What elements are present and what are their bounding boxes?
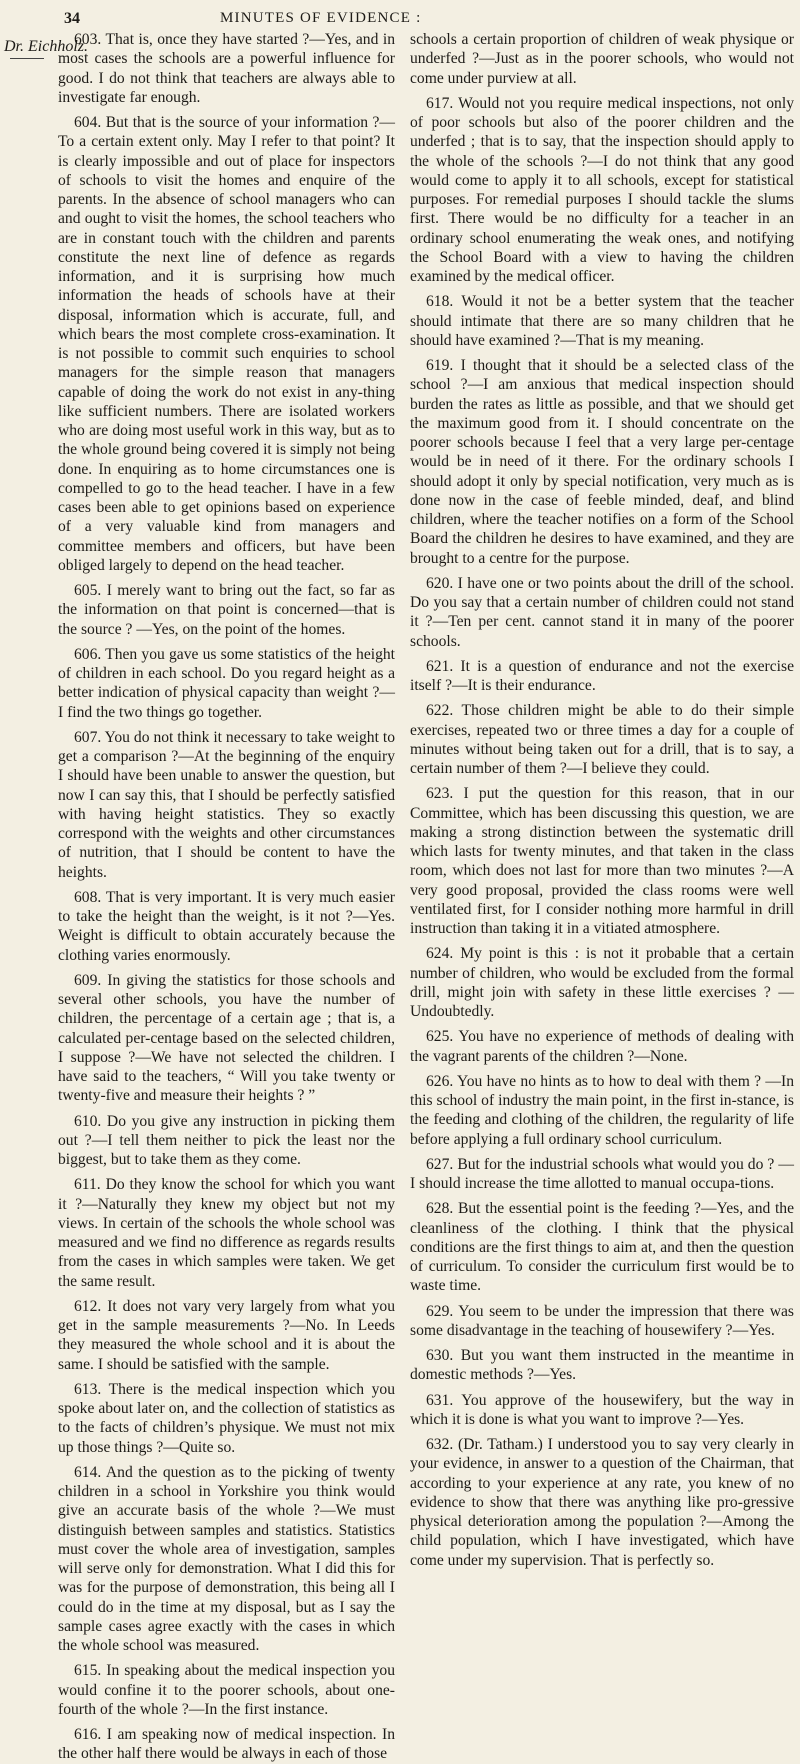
paragraph-603: 603. That is, once they have started ?—Yes, and in most cases the schools are a powerful influence for good. I do not think that teachers are always able to investigate far enough. bbox=[58, 31, 395, 106]
left-column bbox=[58, 30, 395, 1763]
paragraph-622: 622. Those children might be able to do their simple exercises, repeated two or three times a day for a couple of minutes without being taken out for a drill, that is to say, a certain number of them ?—I believe they could. bbox=[410, 702, 794, 777]
paragraph-625: 625. You have no experience of methods of dealing with the vagrant parents of the children ?—None. bbox=[410, 1028, 794, 1065]
paragraph-620: 620. I have one or two points about the drill of the school. Do you say that a certain number of children could not stand it ?—Ten per cent. cannot stand it in many of the poorer schools. bbox=[410, 574, 794, 650]
paragraph-606: 606. Then you gave us some statistics of the height of children in each school. Do you regard height as a better indication of physical capacity than weight ?—I find the two things go together. bbox=[58, 645, 395, 721]
running-title: MINUTES OF EVIDENCE : bbox=[220, 10, 422, 26]
paragraph-624: 624. My point is this : is not it probable that a certain number of children, who would be excluded from the formal drill, might join with safety in these little exercises ? —Undoubtedly. bbox=[410, 945, 794, 1020]
paragraph-609: 609. In giving the statistics for those schools and several other schools, you have the number of children, the percentage of a certain age ; that is, a calculated per-centage based on the selected children, I suppose ?—We have not selected the children. I have said to the teachers, “ Will you take twenty or twenty-five and measure their heights ? ” bbox=[58, 971, 395, 1105]
paragraph-630: 630. But you want them instructed in the meantime in domestic methods ?—Yes. bbox=[410, 1347, 794, 1384]
paragraph-616: 616. I am speaking now of medical inspection. In the other half there would be always in each of those bbox=[58, 1726, 395, 1763]
paragraph-613: 613. There is the medical inspection which you spoke about later on, and the collection of statistics as to the facts of children’s physique. We must not mix up those things ?—Quite so. bbox=[58, 1380, 395, 1456]
paragraph-608: 608. That is very important. It is very much easier to take the height than the weight, is it not ?—Yes. Weight is difficult to obtain accurately because the clothing varies enormously. bbox=[58, 888, 395, 964]
paragraph-615: 615. In speaking about the medical inspection you would confine it to the poorer schools, about one-fourth of the whole ?—In the first instance. bbox=[58, 1662, 395, 1718]
paragraph-621: 621. It is a question of endurance and not the exercise itself ?—It is their endurance. bbox=[410, 657, 794, 694]
page-header bbox=[0, 2, 800, 30]
paragraph-626: 626. You have no hints as to how to deal with them ? —In this school of industry the main point, in the first in-stance, is the feeding and clothing of the children, the regularity of life before applying a full ordinary school curriculum. bbox=[410, 1072, 794, 1148]
paragraph-611: 611. Do they know the school for which you want it ?—Naturally they knew my object but not my views. In certain of the schools the whole school was measured and we find no difference as regards results from the cases in which samples were taken. We get the same result. bbox=[58, 1176, 395, 1290]
page-number: 34 bbox=[64, 10, 80, 27]
paragraph-610: 610. Do you give any instruction in picking them out ?—I tell them neither to pick the least nor the biggest, but to take them as they come. bbox=[58, 1112, 395, 1168]
paragraph-618: 618. Would it not be a better system that the teacher should intimate that there are so many children that he should have examined ?—That is my meaning. bbox=[410, 293, 794, 349]
paragraph-623: 623. I put the question for this reason, that in our Committee, which has been discussing this question, we are making a strong distinction between the systematic drill which lasts for twenty minutes, and that taken in the class room, which does not last for more than two minutes ?—A very good proposal, provided the class rooms were well ventilated first, for I consider nothing more harmful in drill instruction than taking it in a vitiated atmosphere. bbox=[410, 785, 794, 937]
witness-name: Dr. Eichholz. bbox=[4, 38, 88, 55]
paragraph-605: 605. I merely want to bring out the fact, so far as the information on that point is concerned—that is the source ? —Yes, on the point of the homes. bbox=[58, 582, 395, 638]
paragraph-607: 607. You do not think it necessary to take weight to get a comparison ?—At the beginning of the enquiry I should have been unable to answer the question, but now I can say this, that I should be perfectly satisfied with having height statistics. They so exactly correspond with the weights and other circumstances of nutrition, that I should be content to have the heights. bbox=[58, 728, 395, 881]
paragraph-627: 627. But for the industrial schools what would you do ? —I should increase the time allotted to manual occupa-tions. bbox=[410, 1155, 794, 1192]
paragraph-604: 604. But that is the source of your information ?—To a certain extent only. May I refer to that point? It is clearly impossible and out of place for inspectors of schools to visit the homes and enquire of the parents. In the absence of school managers who can and ought to visit the homes, the school teachers who are in constant touch with the children and parents constitute the next line of defence as regards information, and it is surprising how much information the heads of schools have at their disposal, information which is accurate, full, and which bears the most complete cross-examination. It is not possible to commit such enquiries to school managers for the simple reason that managers capable of doing the work do not exist in any-thing like sufficient numbers. There are isolated workers who are doing most useful work in this way, but as to the whole ground being covered it is simply not being done. In enquiring as to home circumstances one is compelled to go to the head teacher. I have in a few cases been able to get opinions based on experience of a very valuable kind from managers and committee members and officers, but have been obliged largely to depend on the head teacher. bbox=[58, 114, 395, 574]
witness-underline bbox=[10, 58, 44, 59]
paragraph-614: 614. And the question as to the picking of twenty children in a school in Yorkshire you think would give an accurate basis of the whole ?—We must distinguish between samples and statistics. Statistics must cover the whole area of investigation, samples will serve only for demonstration. What I did this for was for the purpose of demonstration, this being all I could do in the time at my disposal, but as I say the sample cases agree exactly with the cases in which the whole school was measured. bbox=[58, 1463, 395, 1654]
paragraph-616-continued: schools a certain proportion of children of weak physique or underfed ?—Just as in the poorer schools, who would not come under purview at all. bbox=[410, 31, 794, 87]
paragraph-631: 631. You approve of the housewifery, but the way in which it is done is what you want to improve ?—Yes. bbox=[410, 1391, 794, 1428]
paragraph-632: 632. (Dr. Tatham.) I understood you to say very clearly in your evidence, in answer to a question of the Chairman, that according to your experience at any rate, you knew of no evidence to show that there was anything like pro-gressive physical deterioration among the population ?—Among the child population, which I have investigated, which have come under my supervision. That is perfectly so. bbox=[410, 1436, 794, 1569]
paragraph-628: 628. But the essential point is the feeding ?—Yes, and the cleanliness of the clothing. I think that the physical conditions are the first things to aim at, and then the question of curriculum. To consider the curriculum first would be to waste time. bbox=[410, 1200, 794, 1295]
paragraph-619: 619. I thought that it should be a selected class of the school ?—I am anxious that medical inspection should burden the rates as little as possible, and that we should get the maximum good from it. I should concentrate on the poorer schools because I feel that a very large per-centage would be in need of it there. For the ordinary schools I should adopt it only by special notification, very much as is done now in the case of feeble minded, deaf, and blind children, where the teacher notifies on a form of the School Board the children he desires to have examined, and they are brought to a centre for the purpose. bbox=[410, 357, 794, 567]
right-column bbox=[410, 30, 794, 1569]
paragraph-612: 612. It does not vary very largely from what you get in the sample measurements ?—No. In Leeds they measured the whole school and it is about the same. I should be satisfied with the sample. bbox=[58, 1297, 395, 1373]
paragraph-617: 617. Would not you require medical inspections, not only of poor schools but also of the poorer children and the underfed ; that is to say, that the inspection should apply to the whole of the schools ?—I do not think that any good would come to apply it to all schools, except for statistical purposes. For remedial purposes I should tackle the slums first. There would be no difficulty for a teacher in an ordinary school enumerating the weak ones, and notifying the School Board with a view to having the children examined by the medical officer. bbox=[410, 94, 794, 285]
paragraph-629: 629. You seem to be under the impression that there was some disadvantage in the teaching of housewifery ?—Yes. bbox=[410, 1302, 794, 1339]
